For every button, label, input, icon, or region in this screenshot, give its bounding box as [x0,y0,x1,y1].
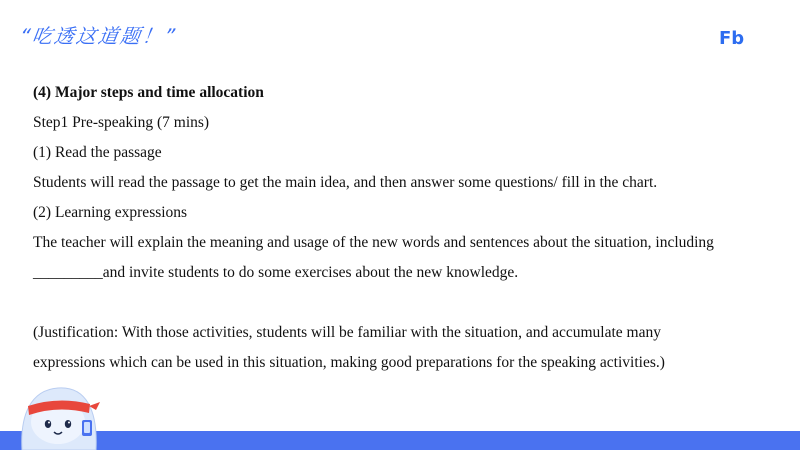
document-body [33,78,783,378]
brand-slogan [20,16,177,52]
step-title: Step1 Pre-speaking (7 mins) [33,114,210,131]
mascot-icon [12,376,108,450]
justification-line-1: (Justification: With those activities, students will be familiar with the situation, and accumulate many [33,324,661,341]
bottom-banner [0,431,800,450]
slogan-text: “吃透这道题！” [18,23,179,48]
substep-learning-expressions: (2) Learning expressions [33,204,188,221]
blank-line [33,288,783,318]
substep-read-description: Students will read the passage to get the main idea, and then answer some questions/ fill in the chart. [33,174,658,191]
substep-learning-description-cont: _________and invite students to do some exercises about the new knowledge. [33,264,519,281]
brand-logo-text: Fb [719,28,745,48]
substep-read-passage: (1) Read the passage [33,144,162,161]
section-heading: (4) Major steps and time allocation [33,84,264,101]
substep-learning-description: The teacher will explain the meaning and usage of the new words and sentences about the situation, including [33,234,714,251]
justification-line-2: expressions which can be used in this situation, making good preparations for the speaking activities.) [33,354,665,371]
brand-logo-icon [718,26,750,48]
